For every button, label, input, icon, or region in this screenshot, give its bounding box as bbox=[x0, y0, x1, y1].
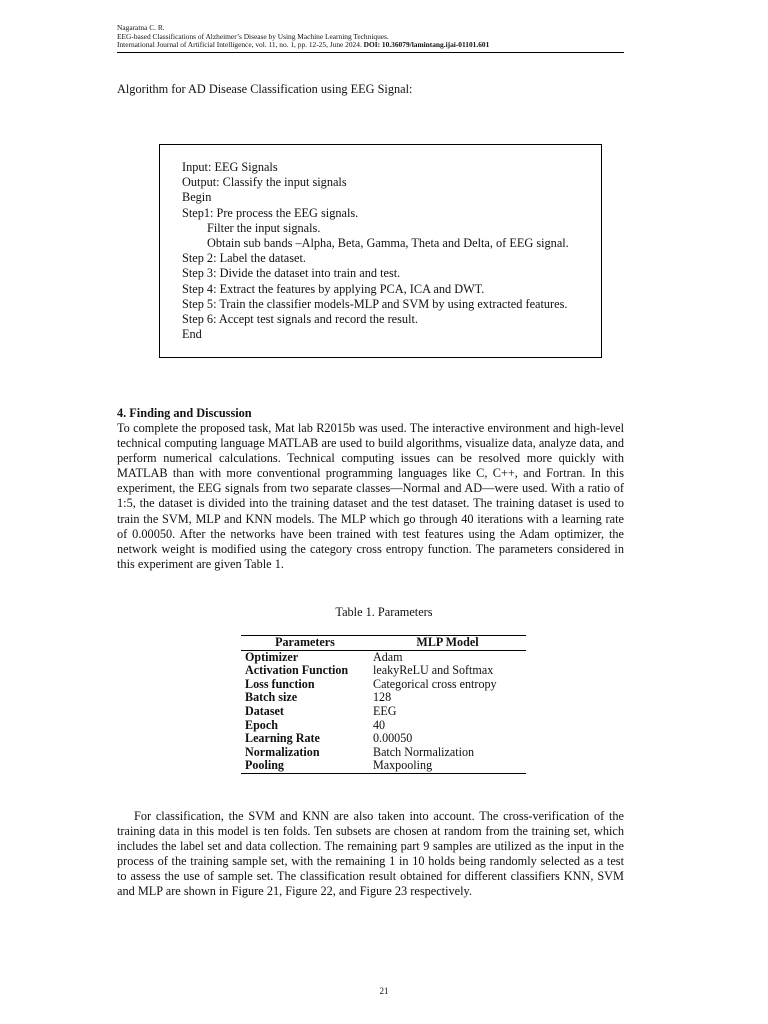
algorithm-line: Step 6: Accept test signals and record the result. bbox=[182, 312, 418, 327]
header-rule bbox=[117, 52, 624, 53]
header-doi: DOI: 10.36079/lamintang.ijai-01101.601 bbox=[363, 40, 490, 50]
algorithm-line: Output: Classify the input signals bbox=[182, 175, 347, 190]
table-row bbox=[241, 746, 526, 760]
param-name: Loss function bbox=[245, 676, 315, 691]
running-header bbox=[117, 24, 624, 53]
param-value: Maxpooling bbox=[369, 759, 526, 773]
parameters-table bbox=[241, 635, 526, 774]
table-row bbox=[241, 691, 526, 705]
algorithm-line: Step 3: Divide the dataset into train and test. bbox=[182, 266, 401, 281]
param-value: Batch Normalization bbox=[373, 744, 475, 759]
param-value: 40 bbox=[373, 717, 386, 732]
param-value: Categorical cross entropy bbox=[373, 676, 497, 691]
param-value: leakyReLU and Softmax bbox=[373, 663, 494, 678]
algorithm-box bbox=[159, 144, 602, 358]
table-row bbox=[241, 732, 526, 746]
table-row bbox=[241, 664, 526, 678]
param-name: Pooling bbox=[241, 759, 369, 773]
table-row bbox=[241, 759, 526, 773]
paragraph-findings: To complete the proposed task, Mat lab R2015b was used. The interactive environment and high-level technical computing language MATLAB are used to build algorithms, visualize data, analyze data, and perform numerical calculations. Technical computing issues can be resolved more quickly with MATLAB than with more conventional programming languages like C, C++, and Fortran. In this experiment, the EEG signals from two separate classes—Normal and AD—were used. With a ratio of 1:5, the dataset is divided into the training dataset and the test dataset. The training dataset is used to train the SVM, MLP and KNN models. The MLP which go through 40 iterations with a learning rate of 0.00050. After the networks have been trained with test features using the Adam optimizer, the network weight is modified using the category cross entropy function. The parameters considered in this experiment are given Table 1. bbox=[117, 421, 624, 571]
algorithm-line: Filter the input signals. bbox=[207, 220, 321, 235]
algorithm-line: End bbox=[182, 327, 202, 342]
param-name: Activation Function bbox=[245, 663, 349, 678]
header-paper-title: EEG-based Classifications of Alzheimer’s Disease by Using Machine Learning Techniques. bbox=[117, 31, 389, 41]
paragraph-classification bbox=[117, 809, 624, 900]
param-value: EEG bbox=[373, 703, 397, 718]
table-row bbox=[241, 705, 526, 719]
table-header-row bbox=[241, 636, 526, 651]
param-value: Adam bbox=[373, 649, 403, 664]
param-name: Normalization bbox=[245, 744, 320, 759]
algorithm-line: Step 2: Label the dataset. bbox=[182, 251, 306, 266]
algorithm-line: Step 5: Train the classifier models-MLP and SVM by using extracted features. bbox=[182, 296, 568, 311]
column-header-parameters: Parameters bbox=[241, 636, 369, 651]
param-value: 128 bbox=[373, 690, 392, 705]
header-journal-line bbox=[117, 41, 624, 50]
algorithm-title: Algorithm for AD Disease Classification using EEG Signal: bbox=[117, 82, 413, 96]
section-heading: 4. Finding and Discussion bbox=[117, 406, 252, 420]
algorithm-line: Begin bbox=[182, 190, 212, 205]
header-author: Nagaratna C. R. bbox=[117, 23, 165, 32]
param-name: Optimizer bbox=[245, 649, 299, 664]
page-number: 21 bbox=[379, 986, 389, 996]
header-journal: International Journal of Artificial Intelligence, vol. 11, no. 1, pp. 12-25, June 2024. bbox=[117, 40, 362, 50]
param-name: Learning Rate bbox=[245, 731, 320, 746]
algorithm-line: Step 4: Extract the features by applying PCA, ICA and DWT. bbox=[182, 281, 485, 296]
table-row bbox=[241, 719, 526, 733]
algorithm-lines bbox=[182, 160, 569, 342]
algorithm-line: Obtain sub bands –Alpha, Beta, Gamma, Theta and Delta, of EEG signal. bbox=[207, 236, 569, 251]
algorithm-line: Input: EEG Signals bbox=[182, 160, 278, 174]
table-row bbox=[241, 678, 526, 692]
algorithm-line: Step1: Pre process the EEG signals. bbox=[182, 205, 359, 220]
param-name: Dataset bbox=[245, 703, 284, 718]
paragraph-classification-text: For classification, the SVM and KNN are also taken into account. The cross-verification of the training data in this model is ten folds. Ten subsets are chosen at random from the training set, which includes the label set and data collection. The remaining part 9 samples are utilized as the input in the process of the training sample set, with the remaining 1 in 10 holds being randomly selected as a test to assess the use of sample set. The classification result obtained for different classifiers KNN, SVM and MLP are shown in Figure 21, Figure 22, and Figure 23 respectively. bbox=[117, 809, 624, 899]
param-name: Epoch bbox=[245, 717, 278, 732]
column-header-mlp-model: MLP Model bbox=[369, 636, 526, 651]
table-row bbox=[241, 650, 526, 664]
table-caption: Table 1. Parameters bbox=[335, 605, 433, 619]
param-value: 0.00050 bbox=[373, 731, 413, 746]
param-name: Batch size bbox=[245, 690, 298, 705]
